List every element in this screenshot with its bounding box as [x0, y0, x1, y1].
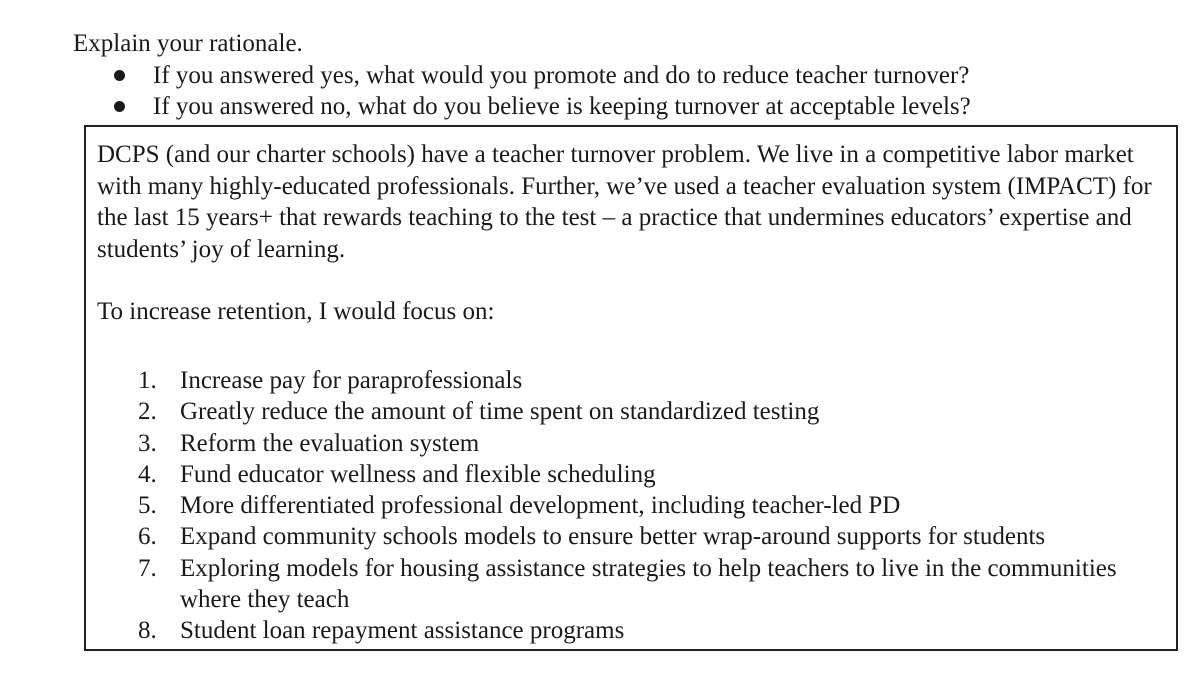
answer-box	[84, 125, 1178, 651]
list-item	[138, 521, 1168, 552]
list-item-number: 2.	[138, 398, 157, 426]
list-item-text: Expand community schools models to ensure better wrap-around supports for students	[180, 523, 1046, 551]
list-item-text: Increase pay for paraprofessionals	[180, 367, 523, 394]
prompt-bullet-list	[110, 60, 971, 122]
list-item-number: 4.	[138, 460, 157, 488]
list-item-text: Reform the evaluation system	[180, 429, 480, 457]
answer-paragraph: DCPS (and our charter schools) have a teacher turnover problem. We live in a competitive labor market with many highly-educated professionals. Further, we’ve used a teacher evaluation system (IMPACT) for the last 15 years+ that rewards teaching to the test – a practice that undermines educators’ expertise and students’ joy of learning.	[97, 141, 1152, 263]
list-item-number: 7.	[138, 554, 157, 582]
bullet-dot-icon	[114, 70, 125, 81]
list-item-text: Student loan repayment assistance programs	[180, 617, 625, 645]
list-item-text: Fund educator wellness and flexible scheduling	[180, 460, 656, 488]
prompt-heading: Explain your rationale.	[73, 30, 303, 57]
list-item	[138, 428, 1168, 459]
list-item	[138, 615, 1168, 646]
prompt-bullet	[110, 91, 971, 122]
list-item-text: Exploring models for housing assistance strategies to help teachers to live in the communities where they teach	[180, 554, 1117, 614]
list-item-number: 1.	[138, 367, 157, 394]
bullet-dot-icon	[114, 101, 125, 112]
list-item-text: More differentiated professional development, including teacher-led PD	[180, 492, 901, 520]
list-item-number: 3.	[138, 429, 157, 457]
focus-intro: To increase retention, I would focus on:	[97, 298, 495, 325]
prompt-bullet-text: If you answered no, what do you believe is keeping turnover at acceptable levels?	[153, 93, 971, 120]
prompt-bullet	[110, 60, 971, 91]
list-item	[138, 459, 1168, 490]
list-item-number: 5.	[138, 492, 157, 520]
list-item-number: 8.	[138, 617, 157, 645]
list-item-number: 6.	[138, 523, 157, 551]
list-item-text: Greatly reduce the amount of time spent on standardized testing	[180, 398, 820, 426]
list-item	[138, 365, 1168, 396]
list-item	[138, 553, 1168, 616]
prompt-bullet-text: If you answered yes, what would you promote and do to reduce teacher turnover?	[153, 62, 970, 89]
retention-list	[138, 365, 1168, 647]
list-item	[138, 490, 1168, 521]
list-item	[138, 396, 1168, 427]
